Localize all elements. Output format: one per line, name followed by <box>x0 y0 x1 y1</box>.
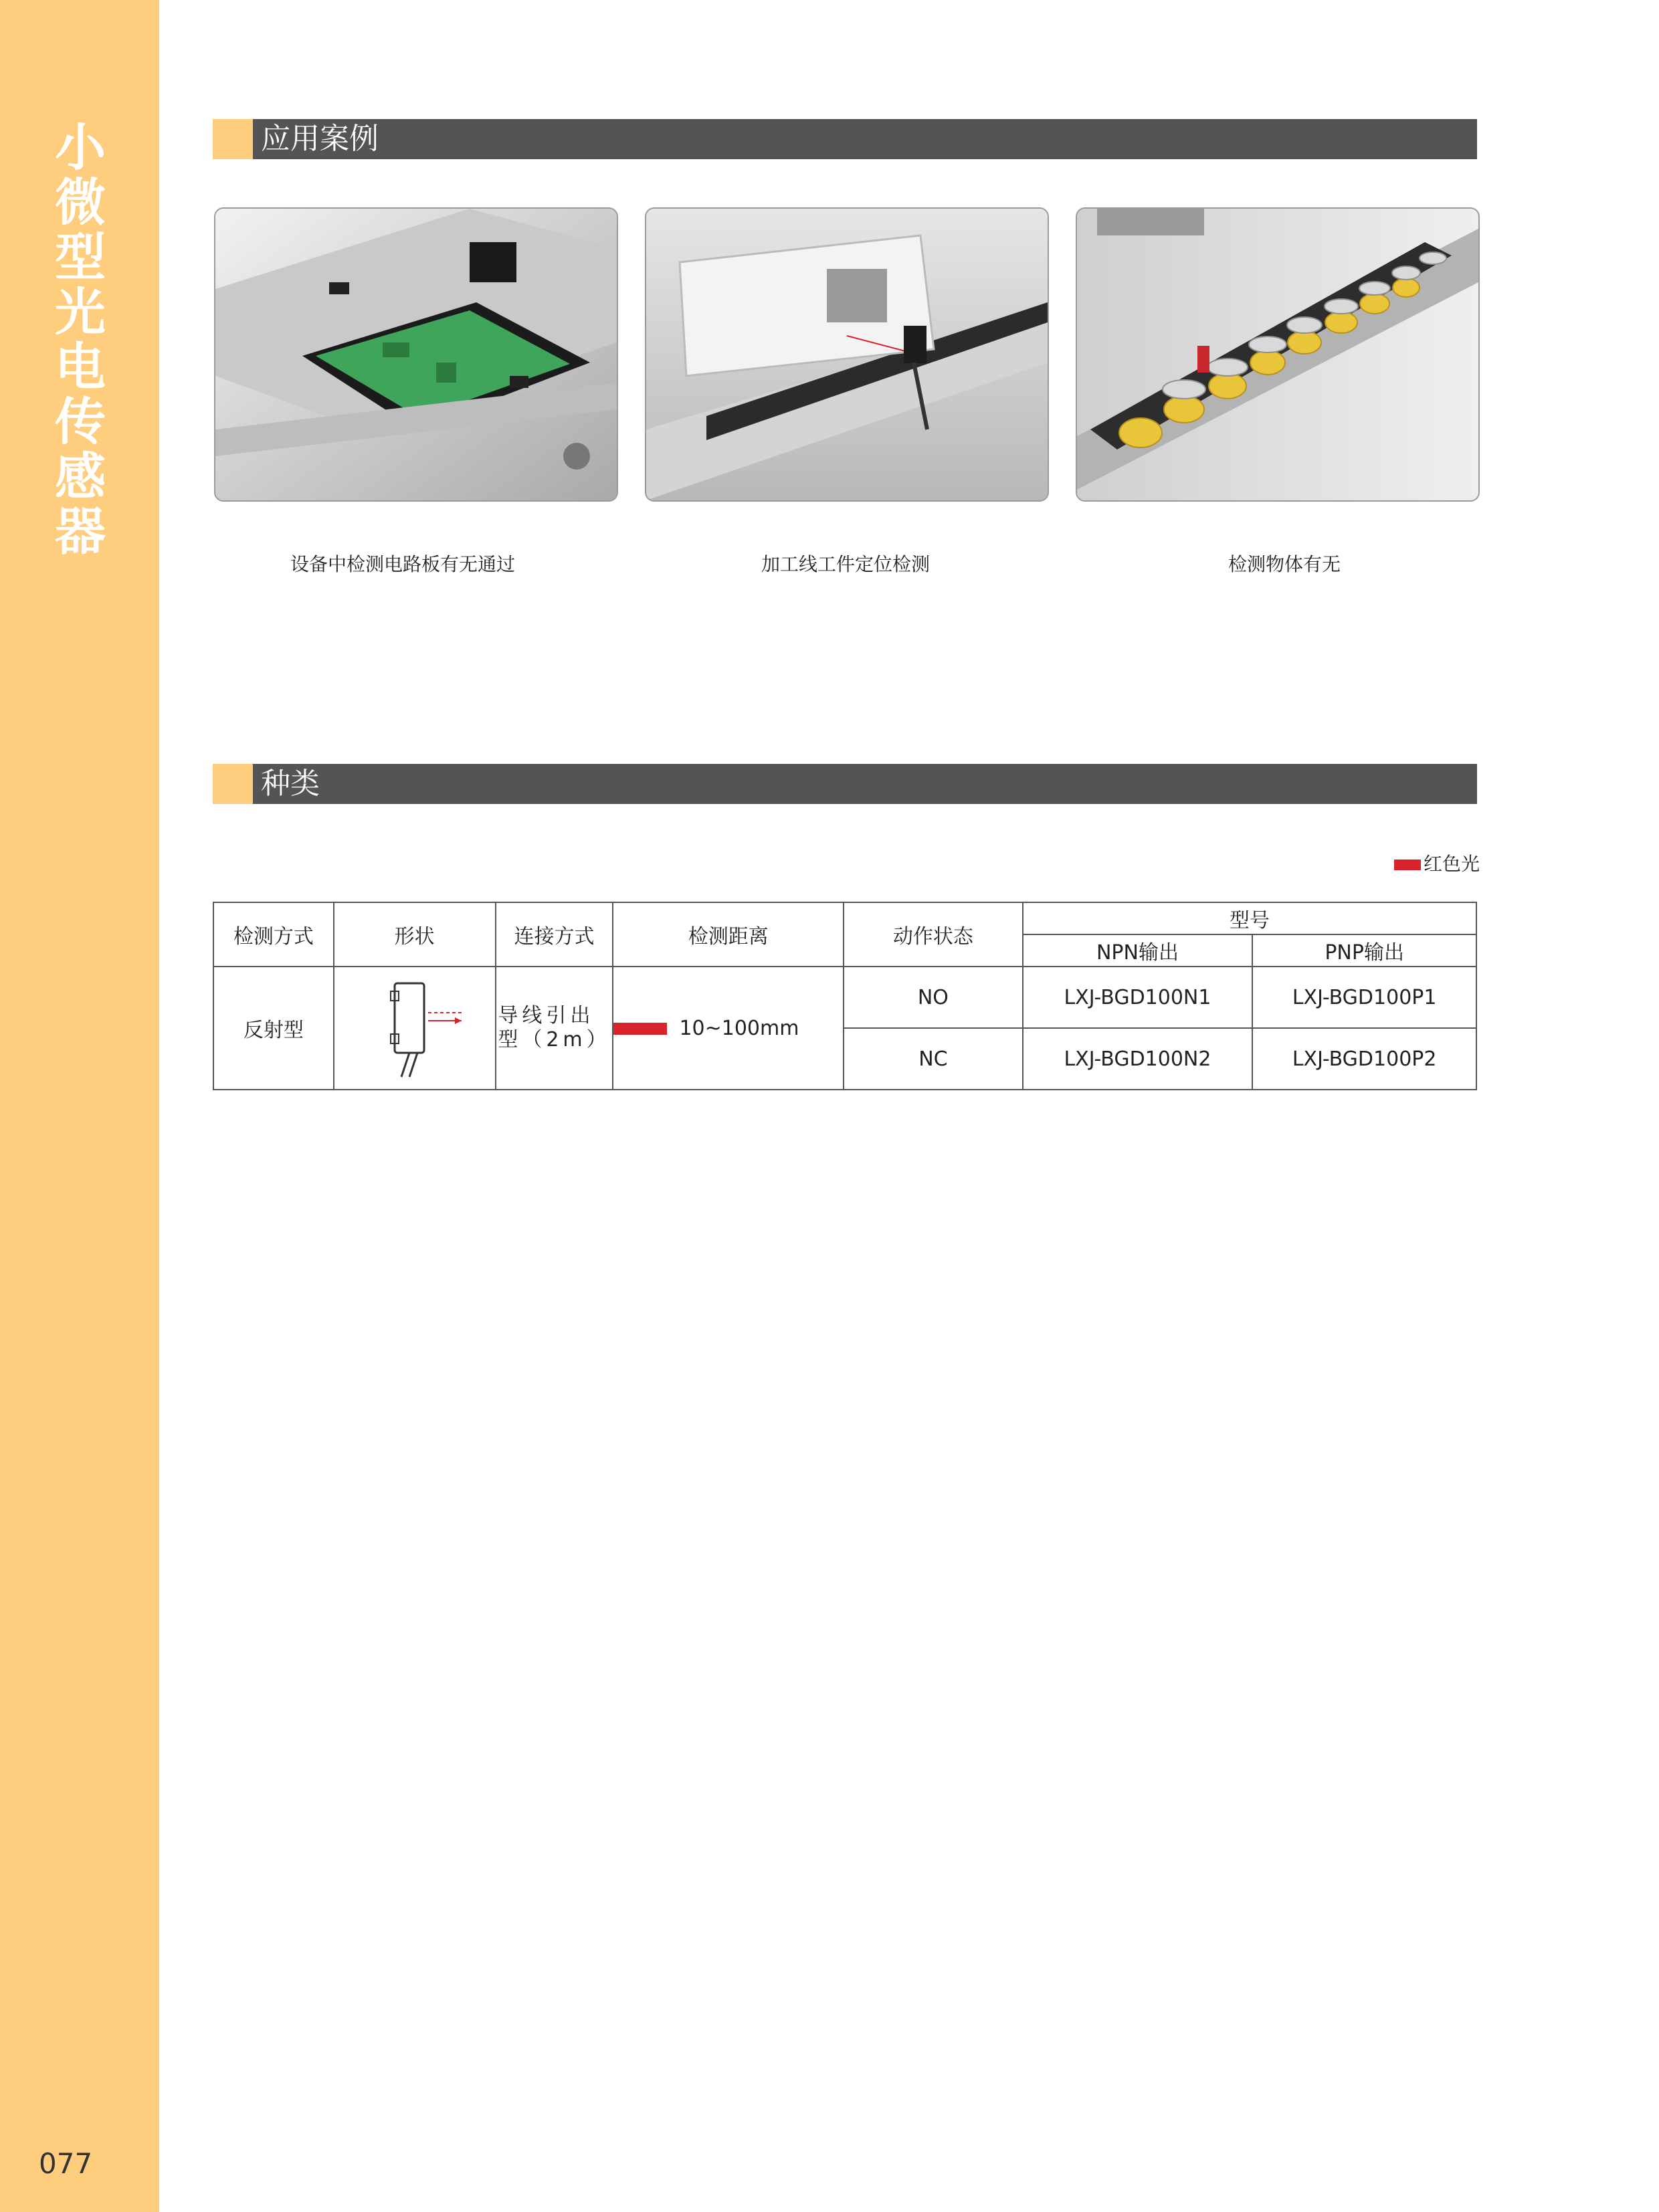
section-accent <box>213 119 253 159</box>
spec-table <box>213 902 1477 1090</box>
sidebar <box>0 0 159 2212</box>
sidebar-title: 小微型光电传感器 <box>55 118 106 561</box>
header-distance: 检测距离 <box>613 902 844 967</box>
application-caption-workpiece: 加工线工件定位检测 <box>761 553 930 575</box>
section-accent <box>213 764 253 804</box>
cell-distance <box>613 967 844 1090</box>
light-legend <box>1394 849 1480 876</box>
connection-line-2: 型（2m） <box>498 1028 611 1051</box>
cell-npn-nc: LXJ-BGD100N2 <box>1023 1028 1253 1090</box>
application-photo-workpiece <box>645 207 1049 502</box>
application-photo-objects <box>1076 207 1480 502</box>
cell-pnp-nc: LXJ-BGD100P2 <box>1252 1028 1476 1090</box>
legend-label: 红色光 <box>1424 853 1480 875</box>
header-shape: 形状 <box>334 902 496 967</box>
header-action: 动作状态 <box>844 902 1023 967</box>
header-method: 检测方式 <box>213 902 334 967</box>
cell-action-no: NO <box>844 967 1023 1028</box>
header-model: 型号 <box>1023 902 1476 934</box>
application-caption-pcb: 设备中检测电路板有无通过 <box>290 553 515 575</box>
section-header-applications <box>213 119 1477 159</box>
distance-bar <box>613 1023 667 1035</box>
cell-shape <box>334 967 496 1090</box>
section-title: 种类 <box>261 767 320 801</box>
cell-pnp-no: LXJ-BGD100P1 <box>1252 967 1476 1028</box>
header-connection: 连接方式 <box>496 902 613 967</box>
header-npn: NPN输出 <box>1023 934 1253 967</box>
application-caption-objects: 检测物体有无 <box>1228 553 1341 575</box>
header-pnp: PNP输出 <box>1252 934 1476 967</box>
section-title: 应用案例 <box>261 122 379 156</box>
reflective-sensor-icon <box>361 970 468 1081</box>
distance-value: 10~100mm <box>679 1016 799 1040</box>
section-header-types <box>213 764 1477 804</box>
red-light-swatch <box>1394 860 1421 870</box>
connection-line-1: 导线引出 <box>498 1004 595 1027</box>
application-photo-pcb <box>214 207 618 502</box>
cell-npn-no: LXJ-BGD100N1 <box>1023 967 1253 1028</box>
cell-action-nc: NC <box>844 1028 1023 1090</box>
page-number: 077 <box>39 2147 93 2180</box>
cell-method: 反射型 <box>213 967 334 1090</box>
cell-connection <box>496 967 613 1090</box>
